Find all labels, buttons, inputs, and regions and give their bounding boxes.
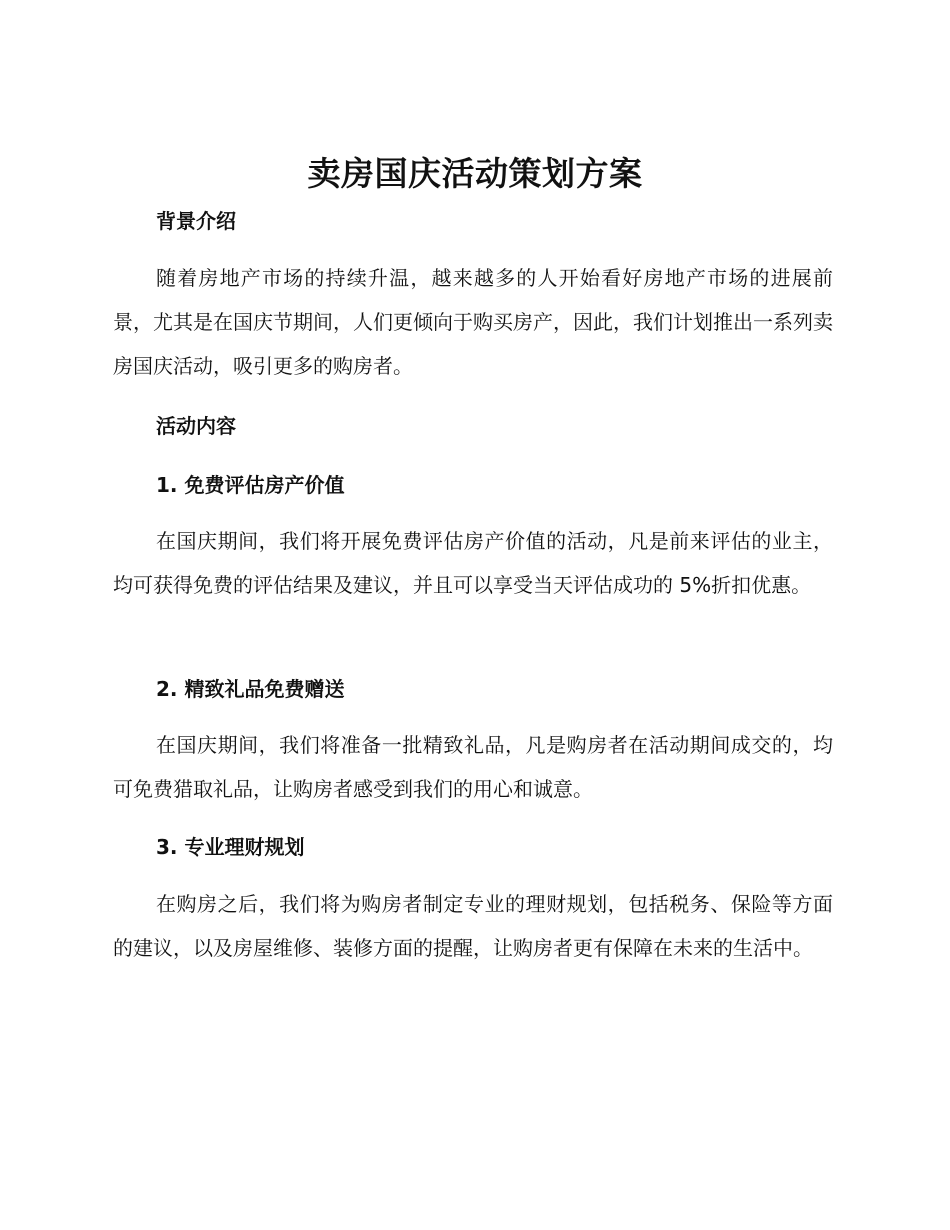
paragraph-activity-3: 在购房之后，我们将为购房者制定专业的理财规划，包括税务、保险等方面的建议，以及房屋维修、装修方面的提醒，让购房者更有保障在未来的生活中。 [113, 892, 833, 960]
paragraph-background: 随着房地产市场的持续升温，越来越多的人开始看好房地产市场的进展前景，尤其是在国庆节期间，人们更倾向于购买房产，因此，我们计划推出一系列卖房国庆活动，吸引更多的购房者。 [113, 266, 833, 378]
section-heading-background: 背景介绍 [156, 209, 236, 233]
activity-heading-1: 1. 免费评估房产价值 [156, 473, 345, 497]
activity-heading-2: 2. 精致礼品免费赠送 [156, 677, 345, 701]
activity-heading-3: 3. 专业理财规划 [156, 835, 305, 859]
paragraph-activity-1: 在国庆期间，我们将开展免费评估房产价值的活动，凡是前来评估的业主，均可获得免费的评估结果及建议，并且可以享受当天评估成功的 5%折扣优惠。 [113, 529, 833, 597]
section-heading-activities: 活动内容 [156, 414, 236, 438]
document-title: 卖房国庆活动策划方案 [307, 154, 643, 193]
paragraph-activity-2: 在国庆期间，我们将准备一批精致礼品，凡是购房者在活动期间成交的，均可免费猎取礼品，让购房者感受到我们的用心和诚意。 [113, 733, 833, 801]
